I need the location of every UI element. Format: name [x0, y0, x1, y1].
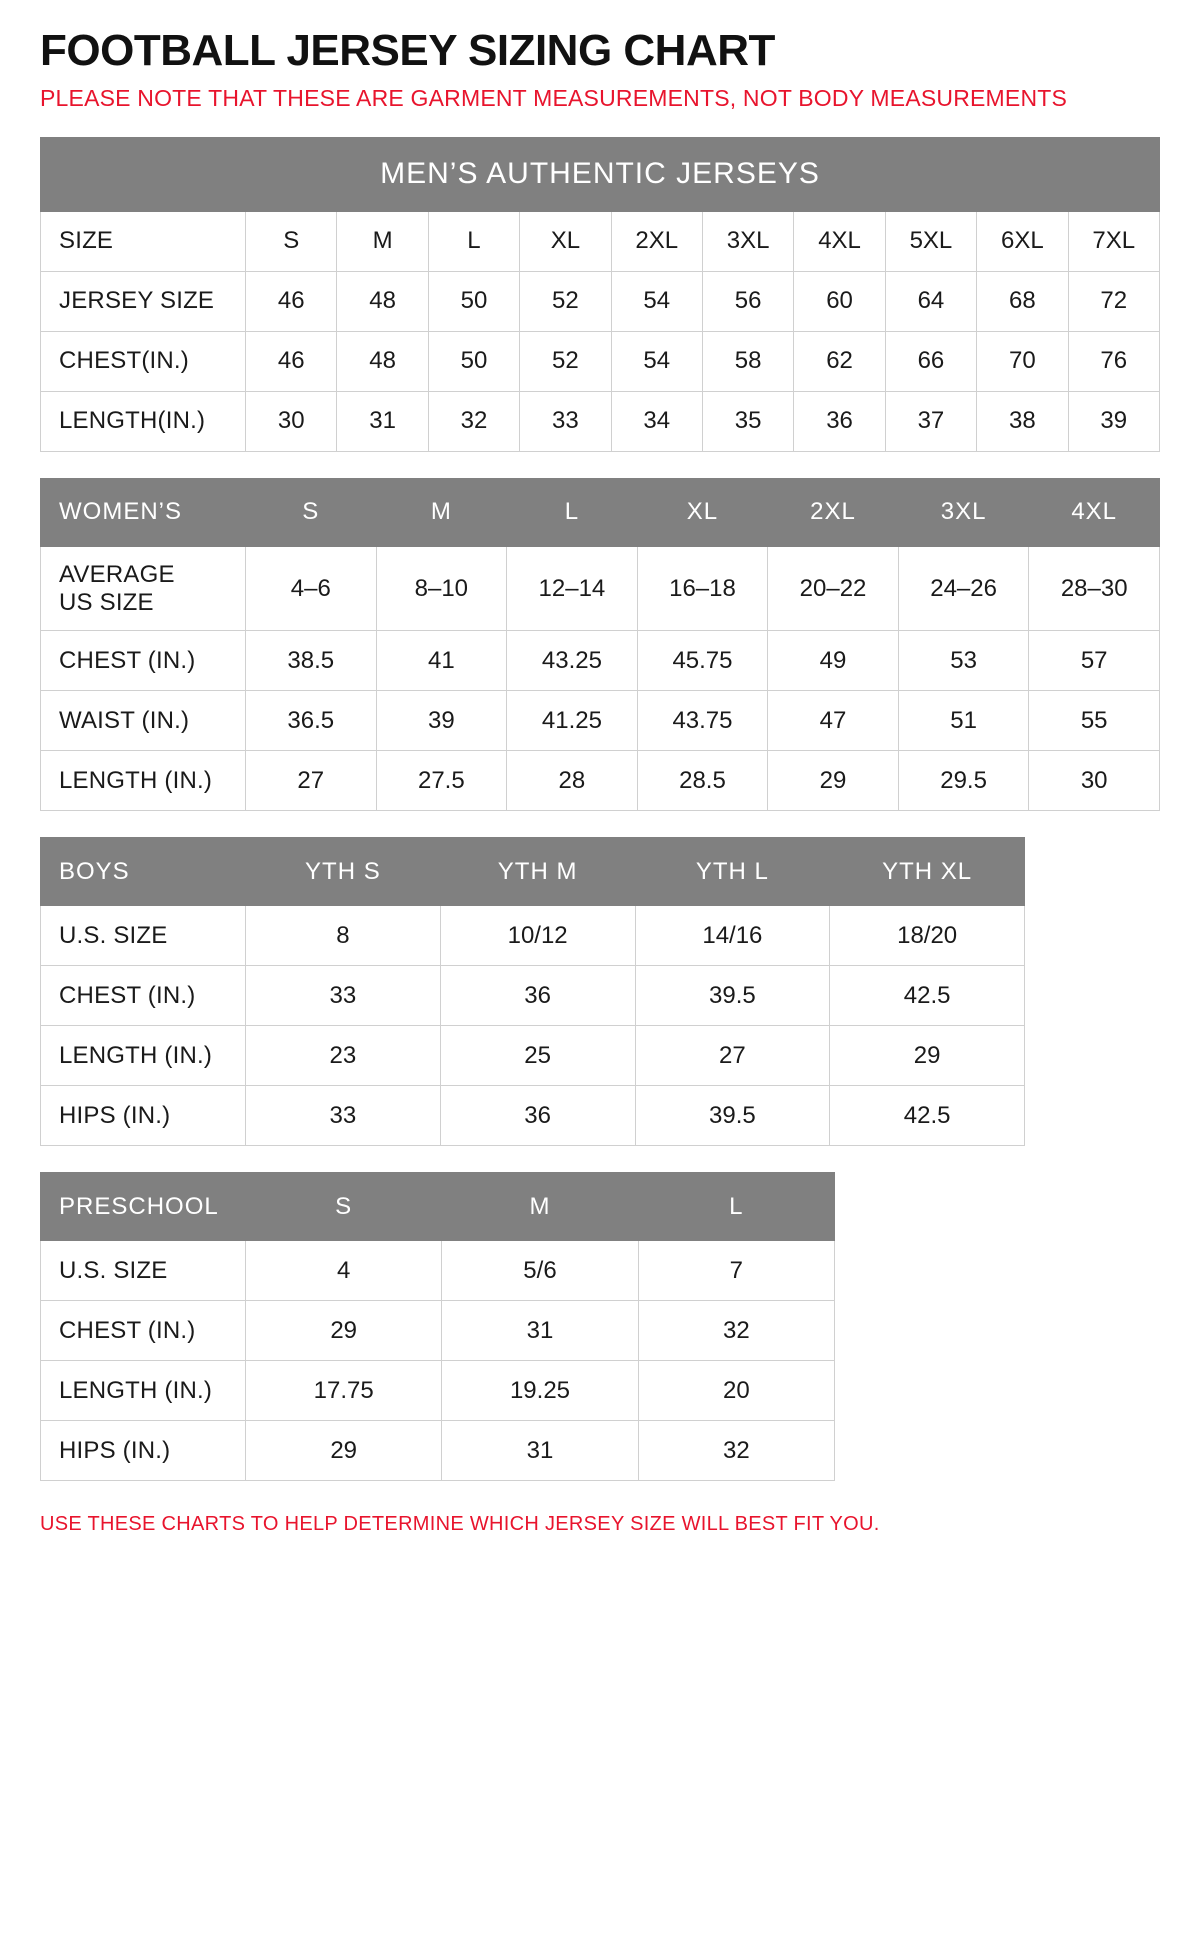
cell: 55	[1029, 691, 1160, 751]
table-row	[41, 1421, 835, 1481]
cell: 36	[794, 391, 885, 451]
cell: 28.5	[637, 751, 768, 811]
cell: 29	[768, 751, 899, 811]
cell: 20	[638, 1361, 834, 1421]
row-label: U.S. SIZE	[41, 906, 246, 966]
mens-size-2xl: 2XL	[611, 211, 702, 271]
cell: 47	[768, 691, 899, 751]
cell: 24–26	[898, 546, 1029, 630]
mens-size-header-row	[41, 211, 1160, 271]
cell: 56	[702, 271, 793, 331]
cell: 38	[977, 391, 1068, 451]
footer-note: USE THESE CHARTS TO HELP DETERMINE WHICH JERSEY SIZE WILL BEST FIT YOU.	[40, 1513, 880, 1536]
cell: 39.5	[635, 966, 830, 1026]
cell: 29	[246, 1421, 442, 1481]
row-label: HIPS (IN.)	[41, 1421, 246, 1481]
preschool-header-row	[41, 1173, 835, 1241]
table-row	[41, 391, 1160, 451]
preschool-header-label: PRESCHOOL	[41, 1173, 246, 1241]
row-label: CHEST (IN.)	[41, 1301, 246, 1361]
cell: 36	[440, 966, 635, 1026]
row-label: CHEST(IN.)	[41, 331, 246, 391]
cell: 48	[337, 271, 428, 331]
cell: 51	[898, 691, 1029, 751]
cell: 46	[246, 271, 337, 331]
cell: 28–30	[1029, 546, 1160, 630]
cell: 29	[246, 1301, 442, 1361]
cell: 32	[638, 1301, 834, 1361]
womens-size-xl: XL	[637, 478, 768, 546]
row-label-line2: US SIZE	[59, 588, 154, 616]
cell: 4	[246, 1241, 442, 1301]
table-row	[41, 271, 1160, 331]
womens-size-3xl: 3XL	[898, 478, 1029, 546]
mens-size-7xl: 7XL	[1068, 211, 1159, 271]
cell: 27	[635, 1026, 830, 1086]
mens-size-s: S	[246, 211, 337, 271]
womens-header-label: WOMEN’S	[41, 478, 246, 546]
cell: 18/20	[830, 906, 1025, 966]
boys-sizing-table	[40, 837, 1025, 1146]
cell: 50	[428, 331, 519, 391]
preschool-size-s: S	[246, 1173, 442, 1241]
cell: 32	[638, 1421, 834, 1481]
cell: 20–22	[768, 546, 899, 630]
cell: 8–10	[376, 546, 507, 630]
row-label: U.S. SIZE	[41, 1241, 246, 1301]
cell: 14/16	[635, 906, 830, 966]
row-label: LENGTH(IN.)	[41, 391, 246, 451]
row-label: LENGTH (IN.)	[41, 751, 246, 811]
cell: 8	[246, 906, 441, 966]
table-row	[41, 331, 1160, 391]
cell: 19.25	[442, 1361, 638, 1421]
table-row	[41, 1361, 835, 1421]
cell: 33	[246, 966, 441, 1026]
cell: 66	[885, 331, 976, 391]
cell: 70	[977, 331, 1068, 391]
cell: 53	[898, 631, 1029, 691]
row-label: LENGTH (IN.)	[41, 1026, 246, 1086]
table-row	[41, 691, 1160, 751]
womens-size-s: S	[246, 478, 377, 546]
cell: 54	[611, 331, 702, 391]
cell: 62	[794, 331, 885, 391]
cell: 42.5	[830, 966, 1025, 1026]
cell: 46	[246, 331, 337, 391]
cell: 39.5	[635, 1086, 830, 1146]
cell: 64	[885, 271, 976, 331]
boys-header-row	[41, 838, 1025, 906]
cell: 52	[520, 271, 611, 331]
cell: 25	[440, 1026, 635, 1086]
preschool-sizing-table	[40, 1172, 835, 1481]
boys-size-yth-xl: YTH XL	[830, 838, 1025, 906]
cell: 41.25	[507, 691, 638, 751]
cell: 41	[376, 631, 507, 691]
cell: 43.75	[637, 691, 768, 751]
cell: 60	[794, 271, 885, 331]
womens-size-4xl: 4XL	[1029, 478, 1160, 546]
mens-size-xl: XL	[520, 211, 611, 271]
row-label: JERSEY SIZE	[41, 271, 246, 331]
cell: 33	[520, 391, 611, 451]
table-row	[41, 1241, 835, 1301]
row-label: CHEST (IN.)	[41, 966, 246, 1026]
mens-sizing-table	[40, 137, 1160, 452]
cell: 31	[442, 1301, 638, 1361]
cell: 31	[337, 391, 428, 451]
cell: 34	[611, 391, 702, 451]
cell: 36.5	[246, 691, 377, 751]
cell: 16–18	[637, 546, 768, 630]
cell: 4–6	[246, 546, 377, 630]
cell: 39	[1068, 391, 1159, 451]
cell: 42.5	[830, 1086, 1025, 1146]
cell: 68	[977, 271, 1068, 331]
womens-size-m: M	[376, 478, 507, 546]
row-label: WAIST (IN.)	[41, 691, 246, 751]
womens-size-2xl: 2XL	[768, 478, 899, 546]
table-row	[41, 751, 1160, 811]
row-label: CHEST (IN.)	[41, 631, 246, 691]
page-title: FOOTBALL JERSEY SIZING CHART	[40, 26, 775, 75]
row-label: LENGTH (IN.)	[41, 1361, 246, 1421]
table-row	[41, 906, 1025, 966]
table-row	[41, 966, 1025, 1026]
cell: 52	[520, 331, 611, 391]
boys-header-label: BOYS	[41, 838, 246, 906]
row-label	[41, 546, 246, 630]
table-row	[41, 631, 1160, 691]
cell: 31	[442, 1421, 638, 1481]
preschool-size-l: L	[638, 1173, 834, 1241]
mens-size-5xl: 5XL	[885, 211, 976, 271]
table-row	[41, 1301, 835, 1361]
cell: 30	[246, 391, 337, 451]
garment-measurement-note: PLEASE NOTE THAT THESE ARE GARMENT MEASUREMENTS, NOT BODY MEASUREMENTS	[40, 85, 1068, 112]
cell: 76	[1068, 331, 1159, 391]
cell: 54	[611, 271, 702, 331]
cell: 35	[702, 391, 793, 451]
boys-size-yth-m: YTH M	[440, 838, 635, 906]
mens-size-m: M	[337, 211, 428, 271]
mens-size-label: SIZE	[41, 211, 246, 271]
mens-size-4xl: 4XL	[794, 211, 885, 271]
row-label-line1: AVERAGE	[59, 560, 175, 588]
cell: 38.5	[246, 631, 377, 691]
row-label: HIPS (IN.)	[41, 1086, 246, 1146]
cell: 17.75	[246, 1361, 442, 1421]
cell: 48	[337, 331, 428, 391]
womens-sizing-table	[40, 478, 1160, 811]
cell: 36	[440, 1086, 635, 1146]
cell: 30	[1029, 751, 1160, 811]
cell: 37	[885, 391, 976, 451]
cell: 27	[246, 751, 377, 811]
boys-size-yth-s: YTH S	[246, 838, 441, 906]
table-row	[41, 1086, 1025, 1146]
mens-size-6xl: 6XL	[977, 211, 1068, 271]
cell: 43.25	[507, 631, 638, 691]
womens-size-l: L	[507, 478, 638, 546]
mens-banner-row	[41, 137, 1160, 211]
cell: 7	[638, 1241, 834, 1301]
cell: 49	[768, 631, 899, 691]
cell: 72	[1068, 271, 1159, 331]
cell: 50	[428, 271, 519, 331]
table-row	[41, 546, 1160, 630]
cell: 58	[702, 331, 793, 391]
boys-size-yth-l: YTH L	[635, 838, 830, 906]
cell: 33	[246, 1086, 441, 1146]
mens-banner-label: MEN’S AUTHENTIC JERSEYS	[41, 137, 1160, 211]
cell: 32	[428, 391, 519, 451]
cell: 29	[830, 1026, 1025, 1086]
cell: 45.75	[637, 631, 768, 691]
cell: 27.5	[376, 751, 507, 811]
cell: 28	[507, 751, 638, 811]
preschool-size-m: M	[442, 1173, 638, 1241]
mens-size-l: L	[428, 211, 519, 271]
cell: 39	[376, 691, 507, 751]
cell: 12–14	[507, 546, 638, 630]
mens-size-3xl: 3XL	[702, 211, 793, 271]
cell: 5/6	[442, 1241, 638, 1301]
cell: 23	[246, 1026, 441, 1086]
womens-header-row	[41, 478, 1160, 546]
cell: 29.5	[898, 751, 1029, 811]
cell: 10/12	[440, 906, 635, 966]
cell: 57	[1029, 631, 1160, 691]
table-row	[41, 1026, 1025, 1086]
